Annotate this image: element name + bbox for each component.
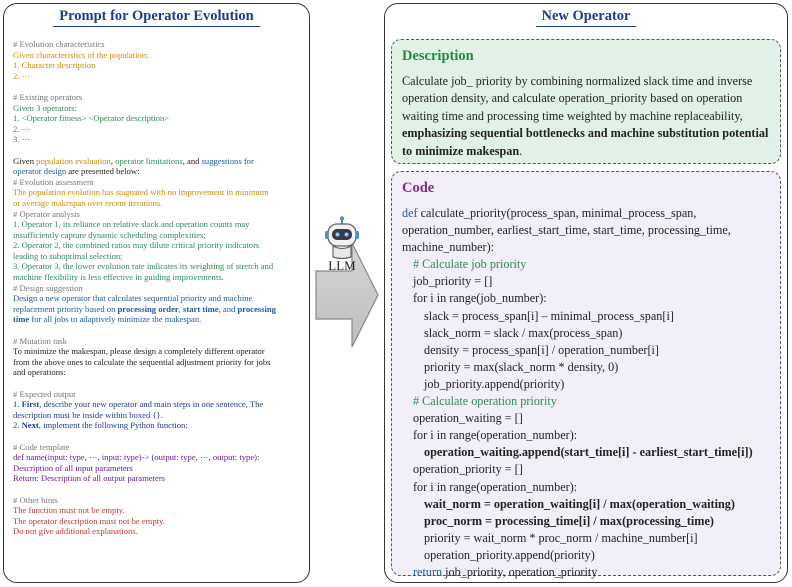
code-token: wait_norm = operation_waiting[i] / max(operation_waiting)	[424, 496, 735, 511]
code-line	[402, 444, 776, 461]
code-line	[402, 205, 776, 222]
code-token: machine_number):	[402, 240, 495, 255]
code-line	[402, 461, 776, 478]
prompt-line: Do not give additional explanations.	[13, 526, 138, 537]
code-line	[402, 547, 776, 564]
code-line	[402, 393, 776, 410]
prompt-segment: operator design	[13, 166, 67, 177]
prompt-segment: , and	[218, 303, 238, 314]
prompt-spacer	[13, 325, 303, 336]
prompt-line: # Expected output	[13, 388, 76, 399]
prompt-segment: First	[21, 399, 40, 410]
code-line	[402, 308, 776, 325]
description-box	[391, 39, 781, 164]
code-token: # Calculate operation priority	[413, 394, 557, 409]
prompt-line: insufficiently capture dynamic scheduling complexities;	[13, 229, 206, 240]
prompt-segment: Given	[13, 155, 37, 166]
code-token: job_priority.append(priority)	[424, 376, 565, 391]
prompt-segment: ,	[178, 303, 184, 314]
prompt-line	[13, 399, 303, 410]
prompt-spacer	[13, 81, 303, 92]
code-box	[391, 171, 781, 579]
prompt-line: machine flexibility is less effective in guiding improvements.	[13, 272, 224, 283]
prompt-spacer	[13, 378, 303, 389]
code-token: for i in range(operation_number):	[413, 479, 578, 494]
code-line	[402, 325, 776, 342]
prompt-line: # Code template	[13, 441, 70, 452]
code-line	[402, 530, 776, 547]
code-line	[402, 273, 776, 290]
prompt-segment: processing	[237, 303, 276, 314]
prompt-segment: , describe your new operator and main steps in one sentence, The	[39, 399, 264, 410]
new-operator-panel	[384, 3, 788, 583]
prompt-line: Given characteristics of the population:	[13, 49, 149, 60]
prompt-line: Description of all input parameters	[13, 462, 133, 473]
prompt-line: 1. Character description	[13, 60, 96, 71]
code-token: job_priority, operation_priority	[442, 564, 598, 579]
prompt-line: 3. Operator 3, the lower evolution rate indicates its weighting of stretch and	[13, 261, 274, 272]
code-token: priority = wait_norm * proc_norm / machine_number[i]	[424, 530, 698, 545]
prompt-segment: 1.	[13, 399, 22, 410]
prompt-line: # Operator analysis	[13, 208, 80, 219]
prompt-spacer	[13, 484, 303, 495]
code-token: calculate_priority(process_span, minimal_process_span,	[417, 206, 697, 220]
prompt-panel	[3, 3, 310, 583]
prompt-segment: time	[13, 314, 30, 325]
description-heading: Description	[402, 48, 474, 64]
code-token: job_priority = []	[413, 274, 493, 289]
prompt-line: 1. <Operator fitness> <Operator description>	[13, 113, 170, 124]
prompt-line: # Evolution assessment	[13, 176, 94, 187]
prompt-segment: start time	[183, 303, 219, 314]
prompt-segment: processing order	[117, 303, 179, 314]
prompt-segment: Next	[21, 420, 39, 431]
code-line	[402, 479, 776, 496]
code-line	[402, 256, 776, 273]
code-token: for i in range(job_number):	[413, 291, 547, 306]
prompt-line: # Other hints	[13, 494, 58, 505]
code-token: # Calculate job priority	[413, 257, 527, 272]
code-line	[402, 239, 776, 256]
code-token: proc_norm = processing_time[i] / max(processing_time)	[424, 513, 714, 528]
prompt-segment: , implement the following Python function:	[38, 420, 188, 431]
robot-icon	[321, 215, 363, 261]
prompt-line: 2. ⋯	[13, 123, 31, 134]
prompt-line: leading to suboptimal selection;	[13, 250, 123, 261]
prompt-segment: are presented below:	[66, 166, 140, 177]
prompt-spacer	[13, 431, 303, 442]
code-line	[402, 564, 776, 581]
prompt-line: Return: Description of all output parameters	[13, 473, 166, 484]
prompt-line: def name(input: type, ⋯, input: type)-> (output: type, ⋯, output: type):	[13, 452, 260, 463]
prompt-line: To minimize the makespan, please design a completely different operator	[13, 346, 265, 357]
code-token: density = process_span[i] / operation_number[i]	[424, 342, 659, 357]
prompt-segment: , and	[182, 155, 202, 166]
description-emphasis: emphasizing sequential bottlenecks and machine substitution potential to minimize makespan	[402, 126, 769, 158]
prompt-line	[13, 314, 303, 325]
prompt-line: The function must not be empty.	[13, 505, 125, 516]
code-heading: Code	[402, 180, 435, 196]
description-text	[402, 73, 772, 160]
prompt-line: Design a new operator that calculates sequential priority and machine	[13, 293, 253, 304]
prompt-line: from the above ones to calculate the sequential adjustment priority for jobs	[13, 356, 271, 367]
prompt-segment: replacement priority based on	[13, 303, 118, 314]
prompt-segment: population evaluation	[36, 155, 111, 166]
prompt-line: # Design suggestion	[13, 282, 83, 293]
code-token: operation_priority.append(priority)	[424, 547, 595, 562]
llm-label: LLM	[328, 258, 356, 273]
prompt-segment: suggestions for	[201, 155, 254, 166]
description-end: .	[519, 143, 523, 158]
code-token: operation_waiting = []	[413, 411, 523, 426]
code-token: slack_norm = slack / max(process_span)	[424, 325, 623, 340]
prompt-line: # Existing operators	[13, 91, 83, 102]
prompt-text	[13, 39, 303, 537]
code-line	[402, 342, 776, 359]
prompt-spacer	[13, 145, 303, 156]
prompt-line	[13, 166, 303, 177]
prompt-panel-title: Prompt for Operator Evolution	[53, 8, 260, 27]
code-token: operation_waiting.append(start_time[i] - earliest_start_time[i])	[424, 445, 753, 460]
prompt-line: 1. Operator 1, its reliance on relative slack and operation counts may	[13, 219, 250, 230]
prompt-line: description must be inside within boxed {}.	[13, 409, 163, 420]
prompt-line: The population evolution has stagnated with no improvement in minimum	[13, 187, 269, 198]
code-line	[402, 222, 776, 239]
code-line	[402, 496, 776, 513]
prompt-line	[13, 420, 303, 431]
code-line	[402, 359, 776, 376]
code-line	[402, 427, 776, 444]
code-line	[402, 290, 776, 307]
prompt-line: The operator description must not be empty.	[13, 515, 165, 526]
prompt-line	[13, 156, 303, 167]
prompt-line: 2. Operator 2, the combined ratios may dilute critical priority indicators	[13, 240, 260, 251]
prompt-segment: for all jobs to adaptively minimize the makespan.	[29, 314, 202, 325]
code-token: def	[402, 206, 418, 220]
code-line	[402, 513, 776, 530]
prompt-segment: operator limitations	[115, 155, 183, 166]
prompt-line: # Evolution characteristics	[13, 39, 105, 49]
prompt-line: 2. ⋯	[13, 70, 31, 81]
code-token: operation_priority = []	[413, 462, 523, 477]
code-token: for i in range(operation_number):	[413, 428, 578, 443]
prompt-line: 3. ⋯	[13, 134, 31, 145]
prompt-line	[13, 304, 303, 315]
prompt-line: and operations:	[13, 367, 66, 378]
code-token: return	[413, 564, 443, 579]
description-body: Calculate job_ priority by combining normalized slack time and inverse operation density, and calculate operation_priority based on operation waiting time and processing time weighted by machine replaceability,	[402, 74, 753, 123]
prompt-line: Given 3 operators:	[13, 102, 77, 113]
code-token: slack = process_span[i] – minimal_process_span[i]	[424, 308, 674, 323]
prompt-line: # Mutation task	[13, 335, 67, 346]
prompt-segment: ,	[110, 155, 116, 166]
prompt-line: or average makespan over recent iterations.	[13, 197, 163, 208]
code-line	[402, 376, 776, 393]
new-operator-title: New Operator	[536, 8, 637, 27]
code-line	[402, 410, 776, 427]
code-token: priority = max(slack_norm * density, 0)	[424, 359, 619, 374]
code-token: operation_number, earliest_start_time, start_time, processing_time,	[402, 223, 731, 238]
code-block	[402, 205, 776, 581]
prompt-segment: 2.	[13, 420, 22, 431]
